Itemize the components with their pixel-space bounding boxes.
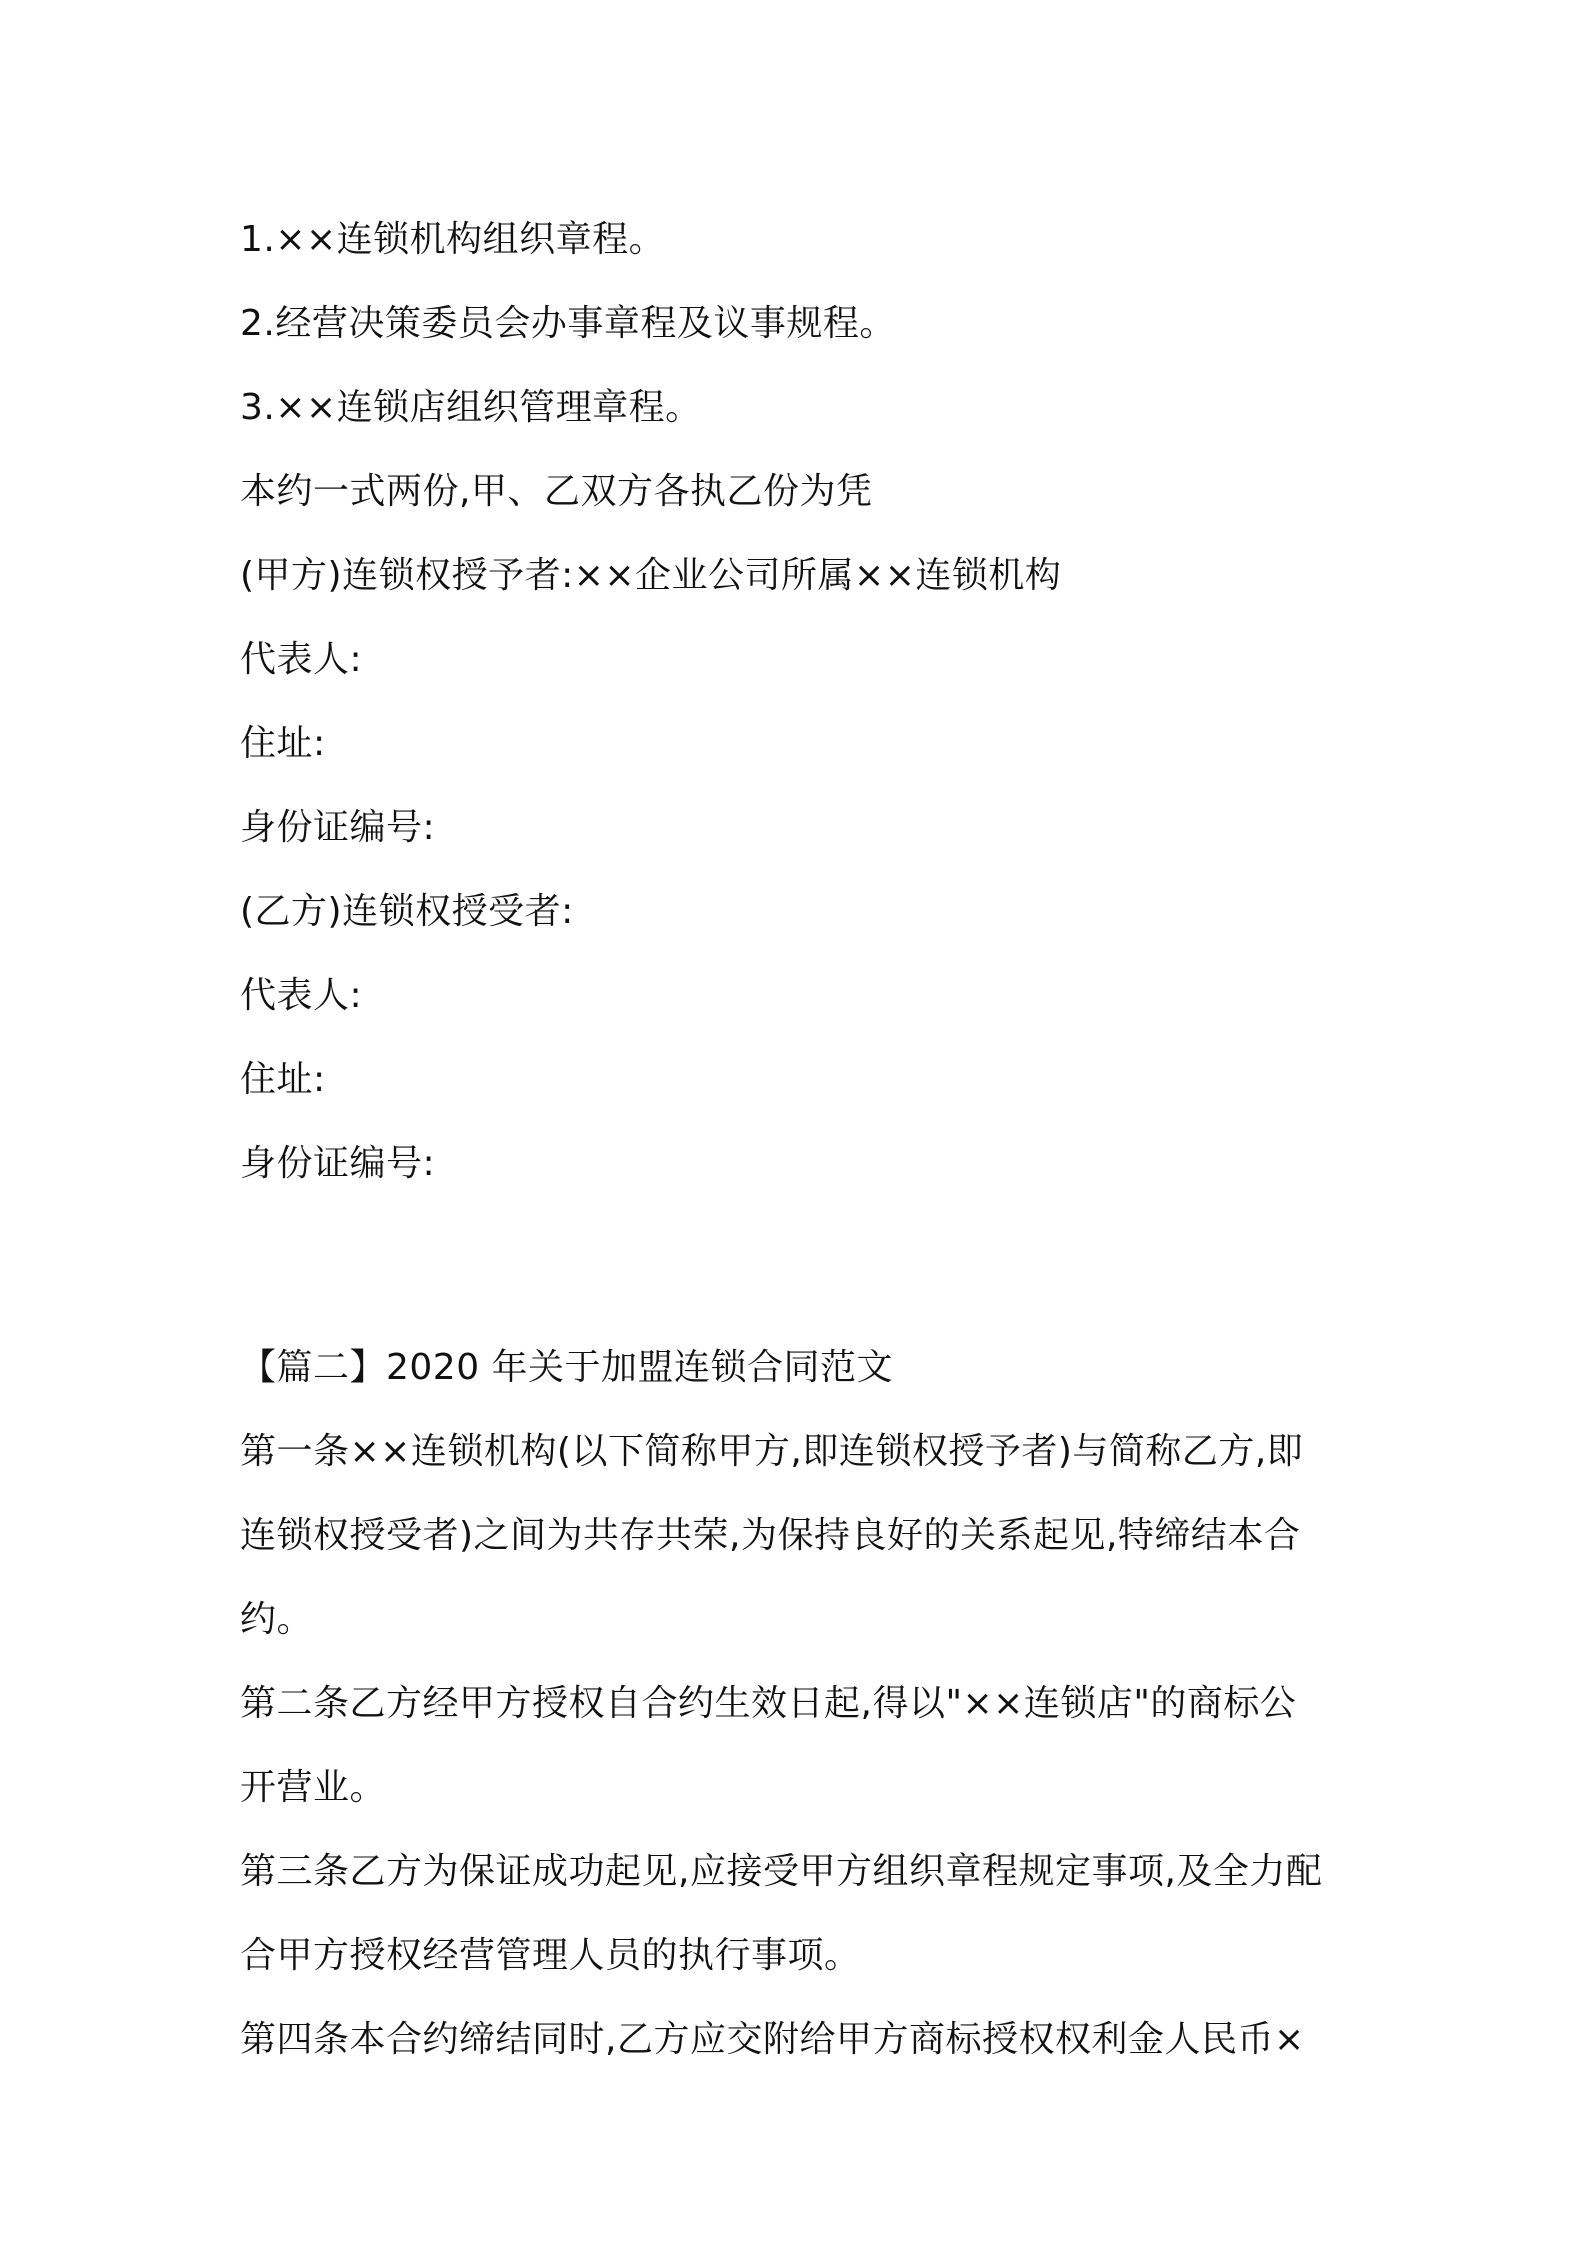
- party-b-id-number: 身份证编号:: [240, 1143, 436, 1184]
- clause-line: 第三条乙方为保证成功起见,应接受甲方组织章程规定事项,及全力配: [240, 1851, 1323, 1892]
- party-a-id-number: 身份证编号:: [240, 807, 436, 848]
- document-body: [240, 198, 1360, 2082]
- attachment-item-3: 3.××连锁店组织管理章程。: [240, 387, 702, 428]
- section-spacer: [240, 1206, 1360, 1326]
- copies-note: 本约一式两份,甲、乙双方各执乙份为凭: [240, 471, 873, 512]
- attachment-item-2: 2.经营决策委员会办事章程及议事规程。: [240, 303, 896, 344]
- clause-line: 第一条××连锁机构(以下简称甲方,即连锁权授予者)与简称乙方,即: [240, 1431, 1304, 1472]
- clause-line: 连锁权授受者)之间为共存共荣,为保持良好的关系起见,特缔结本合: [240, 1515, 1301, 1556]
- clause-line: 合甲方授权经营管理人员的执行事项。: [240, 1935, 861, 1976]
- attachment-item-1: 1.××连锁机构组织章程。: [240, 219, 666, 260]
- party-a-address: 住址:: [240, 723, 326, 764]
- party-b-address: 住址:: [240, 1059, 326, 1100]
- party-b-representative: 代表人:: [240, 975, 363, 1016]
- clause-line: 第四条本合约缔结同时,乙方应交附给甲方商标授权权利金人民币×: [240, 2019, 1305, 2060]
- party-b-title: (乙方)连锁权授受者:: [240, 891, 574, 932]
- clause-line: 开营业。: [240, 1767, 387, 1808]
- section-title: 【篇二】2020 年关于加盟连锁合同范文: [240, 1347, 894, 1388]
- clause-line: 第二条乙方经甲方授权自合约生效日起,得以"××连锁店"的商标公: [240, 1683, 1297, 1724]
- party-a-representative: 代表人:: [240, 639, 363, 680]
- clause-line: 约。: [240, 1599, 314, 1640]
- party-a-title: (甲方)连锁权授予者:××企业公司所属××连锁机构: [240, 555, 1062, 596]
